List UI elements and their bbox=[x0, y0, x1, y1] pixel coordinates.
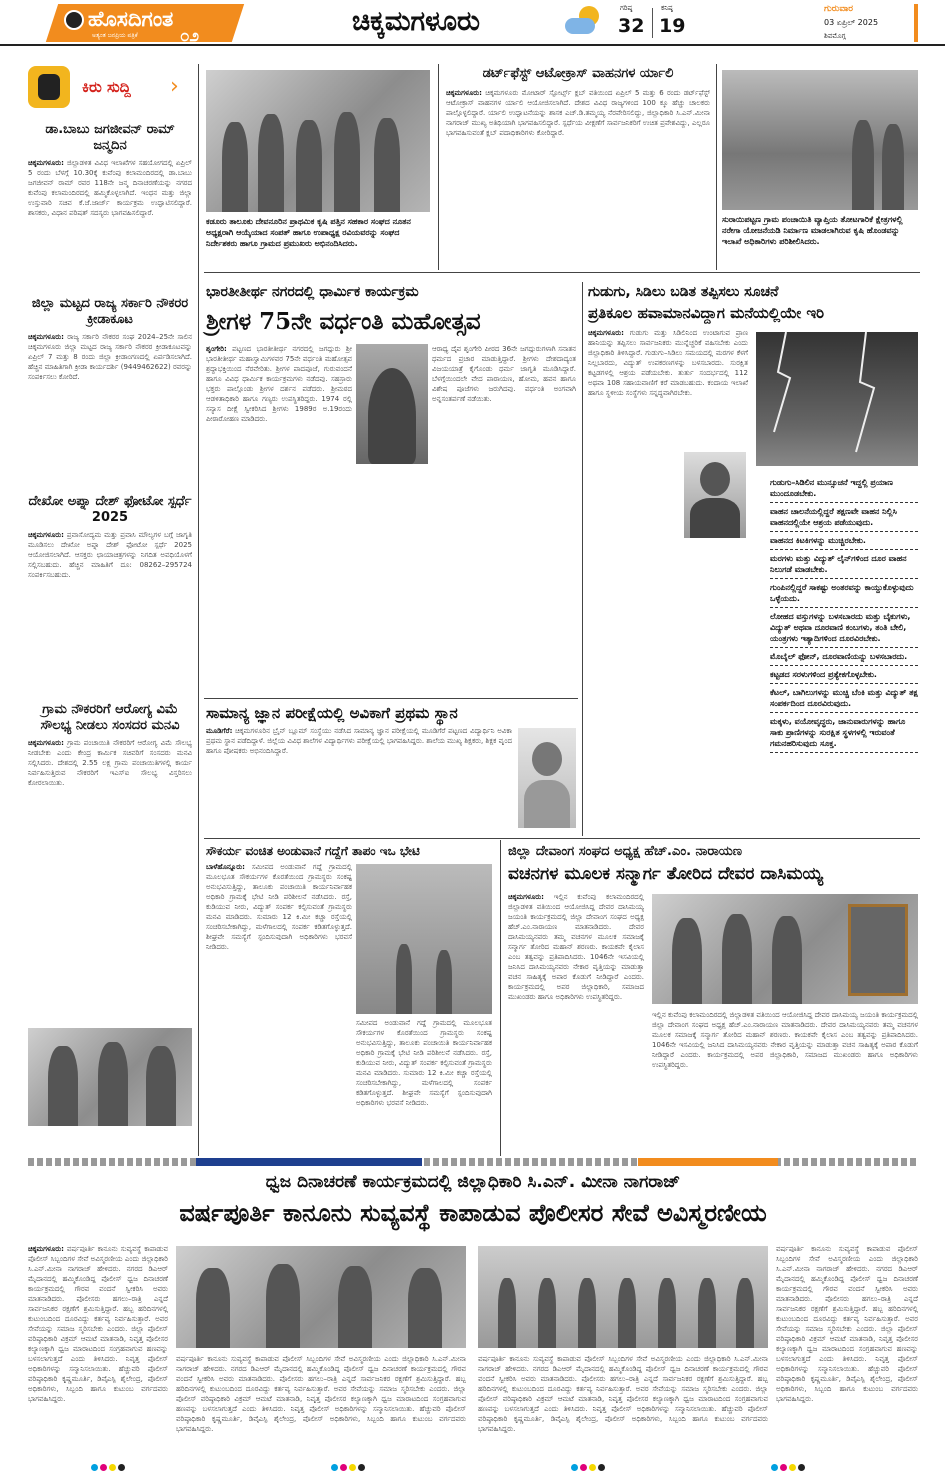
farm-pond-caption: ಸುರಾಯಿಪಟ್ಟಣ ಗ್ರಾಮ ಪಂಚಾಯಿತಿ ವ್ಯಾಪ್ತಿಯ ತೋಟಗಾರಿಕೆ ಕ್ಷೇತ್ರಗಳಲ್ಲಿ ನರೇಗಾ ಯೋಜನೆಯಡಿ ನಿರ್ಮಾಣ ಮಾಡಲಾಗಿರುವ ಕೃಷಿ ಹೊಂಡವನ್ನು ಇಲಾಖೆ ಅಧಿಕಾರಿಗಳು ಪರಿಶೀಲಿಸಿದರು. bbox=[722, 215, 903, 246]
police-title: ವರ್ಷಪೂರ್ತಿ ಕಾನೂನು ಸುವ್ಯವಸ್ಥೆ ಕಾಪಾಡುವ ಪೊಲೀಸರ ಸೇವೆ ಅವಿಸ್ಮರಣೀಯ bbox=[179, 1198, 767, 1227]
safety-item: ಮರಗಳು ಮತ್ತು ವಿದ್ಯುತ್ ಲೈನ್‌ಗಳಿಂದ ದೂರ ವಾಹನ ನಿಲುಗಡೆ ಮಾಡಬೇಕು. bbox=[770, 550, 918, 579]
quiz-rule bbox=[204, 698, 578, 699]
weather-body: ಗುಡುಗು ಮತ್ತು ಸಿಡಿಲಿನಿಂದ ಉಂಟಾಗುವ ಪ್ರಾಣ ಹಾನಿಯನ್ನು ತಪ್ಪಿಸಲು ಸಾರ್ವಜನಿಕರು ಮುನ್ನೆಚ್ಚರಿಕೆ ವಹಿಸಬೇಕು ಎಂದು ಜಿಲ್ಲಾಧಿಕಾರಿ ತಿಳಿಸಿದ್ದಾರೆ. ಗುಡುಗು–ಸಿಡಿಲು ಸಮಯದಲ್ಲಿ ಮರಗಳ ಕೆಳಗೆ ನಿಲ್ಲಬಾರದು, ವಿದ್ಯುತ್ ಉಪಕರಣಗಳನ್ನು ಬಳಸಬಾರದು. ಸುರಕ್ಷಿತ ಕಟ್ಟಡಗಳಲ್ಲಿ ಆಶ್ರಯ ಪಡೆಯಬೇಕು. ತುರ್ತು ಸಂದರ್ಭದಲ್ಲಿ 112 ಅಥವಾ 108 ಸಹಾಯವಾಣಿಗೆ ಕರೆ ಮಾಡಬಹುದು. ಕಂದಾಯ ಇಲಾಖೆ ಹಾಗೂ ಸ್ಥಳೀಯ ಸಂಸ್ಥೆಗಳು ಸನ್ನದ್ಧವಾಗಿರಬೇಕು. bbox=[588, 329, 748, 397]
brief-4 bbox=[28, 702, 192, 788]
quiz-body: ಚಿಕ್ಕಮಗಳೂರಿನ ಬ್ರೈನ್ ಬ್ಲೂಮ್ ಸಂಸ್ಥೆಯು ನಡೆಸಿದ ಸಾಮಾನ್ಯ ಜ್ಞಾನ ಪರೀಕ್ಷೆಯಲ್ಲಿ ಮೂಡಿಗೆರೆ ಪಟ್ಟಣದ ವಿದ್ಯಾರ್ಥಿನಿ ಅವಿಕಾ ಪ್ರಥಮ ಸ್ಥಾನ ಪಡೆದಿದ್ದಾಳೆ. ಜಿಲ್ಲೆಯ ವಿವಿಧ ಶಾಲೆಗಳ ವಿದ್ಯಾರ್ಥಿಗಳು ಪರೀಕ್ಷೆಯಲ್ಲಿ ಭಾಗವಹಿಸಿದ್ದರು. ಶಾಲೆಯ ಮುಖ್ಯ ಶಿಕ್ಷಕರು, ಶಿಕ್ಷಕ ವೃಂದ ಹಾಗೂ ಪೋಷಕರು ಅಭಿನಂದಿಸಿದ್ದಾರೆ. bbox=[206, 727, 512, 755]
safety-item: ವಾಹನದ ಕಿಟಕಿಗಳನ್ನು ಮುಚ್ಚಿರಬೇಕು. bbox=[770, 532, 918, 550]
police-story-1 bbox=[28, 1244, 168, 1450]
police-story-2 bbox=[176, 1354, 466, 1450]
brief-3-body: ಪ್ರವಾಸೋದ್ಯಮ ಮತ್ತು ಪ್ರವಾಸಿ ಮೌಲ್ಯಗಳ ಬಗ್ಗೆ ಜಾಗೃತಿ ಮೂಡಿಸಲು ದೇಖೋ ಅಪ್ನಾ ದೇಶ್ ಫೋಟೋ ಸ್ಪರ್ಧೆ 2025 ಆಯೋಜಿಸಲಾಗಿದೆ. ಆಸಕ್ತರು ಛಾಯಾಚಿತ್ರಗಳನ್ನು ನಿಗದಿತ ಅವಧಿಯೊಳಗೆ ಸಲ್ಲಿಸಬಹುದು. ಹೆಚ್ಚಿನ ಮಾಹಿತಿಗೆ ದೂ: 08262–295724 ಸಂಪರ್ಕಿಸಬಹುದು. bbox=[28, 531, 192, 579]
weather-place: ಚಿಕ್ಕಮಗಳೂರು: bbox=[588, 329, 624, 337]
brief-1-place: ಚಿಕ್ಕಮಗಳೂರು: bbox=[28, 159, 64, 167]
rally-title: ಡರ್ಟ್‌ಫೆಸ್ಟ್ ಆಟೋಕ್ರಾಸ್ ವಾಹನಗಳ ರ್ಯಾಲಿ bbox=[482, 66, 674, 81]
temp-divider bbox=[652, 8, 653, 38]
police-story-3 bbox=[478, 1354, 768, 1450]
sringeri-body: ಪಟ್ಟಣದ ಭಾರತೀತೀರ್ಥ ನಗರದಲ್ಲಿ ಜಗದ್ಗುರು ಶ್ರೀ ಭಾರತೀತೀರ್ಥ ಮಹಾಸ್ವಾಮಿಗಳವರ 75ನೇ ವರ್ಧಂತಿ ಮಹೋತ್ಸವ ಶ್ರದ್ಧಾಭಕ್ತಿಯಿಂದ ನೆರವೇರಿತು. ಶ್ರೀಗಳ ಪಾದಪೂಜೆ, ಗುರುವಂದನೆ ಹಾಗೂ ವಿವಿಧ ಧಾರ್ಮಿಕ ಕಾರ್ಯಕ್ರಮಗಳು ನಡೆದವು. ಸಹಸ್ರಾರು ಭಕ್ತರು ಪಾಲ್ಗೊಂಡು ಶ್ರೀಗಳ ದರ್ಶನ ಪಡೆದರು. ಶ್ರೀಮಠದ ಆಡಳಿತಾಧಿಕಾರಿ ಹಾಗೂ ಗಣ್ಯರು ಉಪಸ್ಥಿತರಿದ್ದರು. 1974 ರಲ್ಲಿ ಸನ್ಯಾಸ ದೀಕ್ಷೆ ಸ್ವೀಕರಿಸಿದ ಶ್ರೀಗಳು 1989ರ ಅ.19ರಂದು ಪೀಠಾರೋಹಣ ಮಾಡಿದರು. bbox=[206, 345, 352, 423]
dasimayya-body: ಇಲ್ಲಿನ ಕುವೆಂಪು ಕಲಾಮಂದಿರದಲ್ಲಿ ಜಿಲ್ಲಾಡಳಿತ ವತಿಯಿಂದ ಆಯೋಜಿಸಿದ್ದ ದೇವರ ದಾಸಿಮಯ್ಯ ಜಯಂತಿ ಕಾರ್ಯಕ್ರಮದಲ್ಲಿ ಜಿಲ್ಲಾ ದೇವಾಂಗ ಸಂಘದ ಅಧ್ಯಕ್ಷ ಹೆಚ್.ಎಂ.ನಾರಾಯಣ ಮಾತನಾಡಿದರು. ದೇವರ ದಾಸಿಮಯ್ಯನವರು ತಮ್ಮ ವಚನಗಳ ಮೂಲಕ ಸಮಾಜಕ್ಕೆ ಸನ್ಮಾರ್ಗ ತೋರಿದ ಮಹಾನ್ ಶರಣರು. ಕಾಯಕವೇ ಕೈಲಾಸ ಎಂಬ ತತ್ವವನ್ನು ಪ್ರತಿಪಾದಿಸಿದರು. 1046ನೇ ಇಸವಿಯಲ್ಲಿ ಜನಿಸಿದ ದಾಸಿಮಯ್ಯನವರು ನೇಕಾರ ವೃತ್ತಿಯನ್ನು ಮಾಡುತ್ತಾ ವಚನ ಸಾಹಿತ್ಯಕ್ಕೆ ಅಪಾರ ಕೊಡುಗೆ ನೀಡಿದ್ದಾರೆ ಎಂದರು. ಕಾರ್ಯಕ್ರಮದಲ್ಲಿ ಅಪರ ಜಿಲ್ಲಾಧಿಕಾರಿ, ಸಮಾಜದ ಮುಖಂಡರು ಹಾಗೂ ಅಧಿಕಾರಿಗಳು ಉಪಸ್ಥಿತರಿದ್ದರು. bbox=[508, 893, 644, 1001]
brief-3-place: ಚಿಕ್ಕಮಗಳೂರು: bbox=[28, 531, 64, 539]
sringeri-place: ಶೃಂಗೇರಿ: bbox=[206, 345, 227, 353]
lightning-photo bbox=[756, 332, 918, 466]
dasimayya-photo bbox=[652, 894, 918, 1004]
student-photo bbox=[518, 728, 576, 828]
cooperative-photo bbox=[206, 70, 430, 212]
brief-2 bbox=[28, 296, 192, 382]
safety-item: ಮೊಬೈಲ್ ಫೋನ್, ದೂರವಾಣಿಯನ್ನು ಬಳಸಬಾರದು. bbox=[770, 648, 918, 666]
max-temp: 32 bbox=[618, 15, 645, 37]
masthead bbox=[0, 0, 945, 46]
safety-list bbox=[770, 474, 918, 832]
day-name: ಗುರುವಾರ bbox=[824, 4, 854, 14]
left-divider bbox=[198, 64, 199, 1156]
safety-item: ಗುಂಪಿನಲ್ಲಿದ್ದರೆ ಸಾಕಷ್ಟು ಅಂತರವನ್ನು ಕಾಯ್ದುಕೊಳ್ಳುವುದು ಒಳ್ಳೆಯದು. bbox=[770, 579, 918, 608]
min-temp-label: ಕನಿಷ್ಠ bbox=[661, 4, 673, 12]
brief-2-title: ಜಿಲ್ಲಾ ಮಟ್ಟದ ರಾಜ್ಯ ಸರ್ಕಾರಿ ನೌಕರರ ಕ್ರೀಡಾಕೂಟ bbox=[31, 296, 189, 327]
max-temp-label: ಗರಿಷ್ಠ bbox=[620, 4, 633, 12]
dasimayya-place: ಚಿಕ್ಕಮಗಳೂರು: bbox=[508, 893, 544, 901]
officer-photo bbox=[684, 452, 746, 538]
min-temp: 19 bbox=[659, 15, 686, 37]
weather-icon bbox=[565, 6, 601, 36]
police-body-cont-3: ವರ್ಷಪೂರ್ತಿ ಕಾನೂನು ಸುವ್ಯವಸ್ಥೆ ಕಾಪಾಡುವ ಪೊಲೀಸ್ ಸಿಬ್ಬಂದಿಗಳ ಸೇವೆ ಅವಿಸ್ಮರಣೀಯ ಎಂದು ಜಿಲ್ಲಾಧಿಕಾರಿ ಸಿ.ಎನ್.ಮೀನಾ ನಾಗರಾಜ್ ಹೇಳಿದರು. ನಗರದ ಡಿಎಆರ್ ಮೈದಾನದಲ್ಲಿ ಹಮ್ಮಿಕೊಂಡಿದ್ದ ಪೊಲೀಸ್ ಧ್ವಜ ದಿನಾಚರಣೆ ಕಾರ್ಯಕ್ರಮದಲ್ಲಿ ಗೌರವ ವಂದನೆ ಸ್ವೀಕರಿಸಿ ಅವರು ಮಾತನಾಡಿದರು. ಪೊಲೀಸರು ಹಗಲು–ರಾತ್ರಿ ಎನ್ನದೆ ಸಾರ್ವಜನಿಕರ ರಕ್ಷಣೆಗೆ ಶ್ರಮಿಸುತ್ತಿದ್ದಾರೆ. ಹಬ್ಬ ಹರಿದಿನಗಳಲ್ಲಿ ಕುಟುಂಬದಿಂದ ದೂರವಿದ್ದು ಕರ್ತವ್ಯ ನಿರ್ವಹಿಸುತ್ತಾರೆ. ಅವರ ಸೇವೆಯನ್ನು ಸಮಾಜ ಸ್ಮರಿಸಬೇಕು ಎಂದರು. ಜಿಲ್ಲಾ ಪೊಲೀಸ್ ವರಿಷ್ಠಾಧಿಕಾರಿ ವಿಕ್ರಮ್ ಆಮಟೆ ಮಾತನಾಡಿ, ನಿವೃತ್ತ ಪೊಲೀಸರ ಕಲ್ಯಾಣಕ್ಕಾಗಿ ಧ್ವಜ ಮಾರಾಟದಿಂದ ಸಂಗ್ರಹವಾಗುವ ಹಣವನ್ನು ಬಳಸಲಾಗುತ್ತದೆ ಎಂದು ತಿಳಿಸಿದರು. ನಿವೃತ್ತ ಪೊಲೀಸ್ ಅಧಿಕಾರಿಗಳನ್ನು ಸನ್ಮಾನಿಸಲಾಯಿತು. ಹೆಚ್ಚುವರಿ ಪೊಲೀಸ್ ವರಿಷ್ಠಾಧಿಕಾರಿ ಕೃಷ್ಣಮೂರ್ತಿ, ಡಿವೈಎಸ್ಪಿ ಶೈಲೇಂದ್ರ, ಪೊಲೀಸ್ ಅಧಿಕಾರಿಗಳು, ಸಿಬ್ಬಂದಿ ಹಾಗೂ ಕುಟುಂಬ ವರ್ಗದವರು ಭಾಗವಹಿಸಿದ್ದರು. bbox=[776, 1245, 918, 1403]
police-photo-1 bbox=[176, 1246, 466, 1348]
quiz-story bbox=[206, 726, 512, 830]
farm-pond-photo bbox=[722, 70, 918, 210]
police-story-4 bbox=[776, 1244, 918, 1450]
brief-3 bbox=[28, 494, 192, 580]
dasimayya-body-cont: ಇಲ್ಲಿನ ಕುವೆಂಪು ಕಲಾಮಂದಿರದಲ್ಲಿ ಜಿಲ್ಲಾಡಳಿತ ವತಿಯಿಂದ ಆಯೋಜಿಸಿದ್ದ ದೇವರ ದಾಸಿಮಯ್ಯ ಜಯಂತಿ ಕಾರ್ಯಕ್ರಮದಲ್ಲಿ ಜಿಲ್ಲಾ ದೇವಾಂಗ ಸಂಘದ ಅಧ್ಯಕ್ಷ ಹೆಚ್.ಎಂ.ನಾರಾಯಣ ಮಾತನಾಡಿದರು. ದೇವರ ದಾಸಿಮಯ್ಯನವರು ತಮ್ಮ ವಚನಗಳ ಮೂಲಕ ಸಮಾಜಕ್ಕೆ ಸನ್ಮಾರ್ಗ ತೋರಿದ ಮಹಾನ್ ಶರಣರು. ಕಾಯಕವೇ ಕೈಲಾಸ ಎಂಬ ತತ್ವವನ್ನು ಪ್ರತಿಪಾದಿಸಿದರು. 1046ನೇ ಇಸವಿಯಲ್ಲಿ ಜನಿಸಿದ ದಾಸಿಮಯ್ಯನವರು ನೇಕಾರ ವೃತ್ತಿಯನ್ನು ಮಾಡುತ್ತಾ ವಚನ ಸಾಹಿತ್ಯಕ್ಕೆ ಅಪಾರ ಕೊಡುಗೆ ನೀಡಿದ್ದಾರೆ ಎಂದರು. ಕಾರ್ಯಕ್ರಮದಲ್ಲಿ ಅಪರ ಜಿಲ್ಲಾಧಿಕಾರಿ, ಸಮಾಜದ ಮುಖಂಡರು ಹಾಗೂ ಅಧಿಕಾರಿಗಳು ಉಪಸ್ಥಿತರಿದ್ದರು. bbox=[652, 1011, 918, 1069]
police-place: ಚಿಕ್ಕಮಗಳೂರು: bbox=[28, 1245, 64, 1253]
lower-mid-rule bbox=[204, 838, 920, 839]
lower-divider bbox=[500, 840, 501, 1156]
weather-title-2: ಪ್ರತಿಕೂಲ ಹವಾಮಾನವಿದ್ದಾಗ ಮನೆಯಲ್ಲಿಯೇ ಇರಿ bbox=[588, 304, 825, 322]
sringeri-body-2: ಆರಾಧ್ಯ ದೈವ ಶೃಂಗೇರಿ ಪೀಠದ 36ನೇ ಜಗದ್ಗುರುಗಳಾಗಿ ಸನಾತನ ಧರ್ಮದ ಪ್ರಚಾರ ಮಾಡುತ್ತಿದ್ದಾರೆ. ಶ್ರೀಗಳು ದೇಶದಾದ್ಯಂತ ವಿಜಯಯಾತ್ರೆ ಕೈಗೊಂಡು ಧರ್ಮ ಜಾಗೃತಿ ಮೂಡಿಸಿದ್ದಾರೆ. ಬೆಳಗ್ಗೆಯಿಂದಲೇ ವೇದ ಪಾರಾಯಣ, ಹೋಮ, ಹವನ ಹಾಗೂ ವಿಶೇಷ ಪೂಜೆಗಳು ಜರುಗಿದವು. ವರ್ಧಂತಿ ಅಂಗವಾಗಿ ಅನ್ನಸಂತರ್ಪಣೆ ನಡೆಯಿತು. bbox=[432, 345, 576, 403]
rally-place: ಚಿಕ್ಕಮಗಳೂರು: bbox=[446, 89, 482, 97]
dasimayya-story-2 bbox=[652, 1010, 918, 1150]
city: ಶಿವಮೊಗ್ಗ bbox=[824, 32, 846, 40]
police-kicker: ಧ್ವಜ ದಿನಾಚರಣೆ ಕಾರ್ಯಕ್ರಮದಲ್ಲಿ ಜಿಲ್ಲಾಧಿಕಾರಿ ಸಿ.ಎನ್. ಮೀನಾ ನಾಗರಾಜ್ bbox=[265, 1172, 681, 1192]
brief-4-body: ಗ್ರಾಮ ಪಂಚಾಯಿತಿ ನೌಕರರಿಗೆ ಆರೋಗ್ಯ ವಿಮೆ ಸೌಲಭ್ಯ ನೀಡಬೇಕು ಎಂದು ಕೇಂದ್ರ ಕಾರ್ಮಿಕ ಸಚಿವರಿಗೆ ಸಂಸದರು ಮನವಿ ಸಲ್ಲಿಸಿದರು. ದೇಶದಲ್ಲಿ 2.55 ಲಕ್ಷ ಗ್ರಾಮ ಪಂಚಾಯಿತಿಗಳಲ್ಲಿ ಕಾರ್ಯ ನಿರ್ವಹಿಸುತ್ತಿರುವ ನೌಕರರಿಗೆ ಇಎಸ್ಐ ಸೌಲಭ್ಯ ವಿಸ್ತರಿಸಲು ಕೋರಲಾಯಿತು. bbox=[28, 739, 192, 787]
mid-divider bbox=[582, 282, 583, 836]
top-divider-2 bbox=[716, 64, 717, 270]
rally-body: ಚಿಕ್ಕಮಗಳೂರು ಮೋಟಾರ್ ಸ್ಪೋರ್ಟ್ಸ್ ಕ್ಲಬ್ ವತಿಯಿಂದ ಏಪ್ರಿಲ್ 5 ಮತ್ತು 6 ರಂದು ಡರ್ಟ್‌ಫೆಸ್ಟ್ ಆಟೋಕ್ರಾಸ್ ವಾಹನಗಳ ರ್ಯಾಲಿ ಆಯೋಜಿಸಲಾಗಿದೆ. ದೇಶದ ವಿವಿಧ ರಾಜ್ಯಗಳಿಂದ 100 ಕ್ಕೂ ಹೆಚ್ಚು ಚಾಲಕರು ಪಾಲ್ಗೊಳ್ಳಲಿದ್ದಾರೆ. ರ್ಯಾಲಿ ಉದ್ಘಾಟನೆಯನ್ನು ಶಾಸಕ ಎಚ್.ಡಿ.ತಮ್ಮಯ್ಯ ನೆರವೇರಿಸಲಿದ್ದು, ಜಿಲ್ಲಾಧಿಕಾರಿ ಸಿ.ಎನ್.ಮೀನಾ ನಾಗರಾಜ್ ಮುಖ್ಯ ಅತಿಥಿಯಾಗಿ ಭಾಗವಹಿಸಲಿದ್ದಾರೆ. ಸ್ಪರ್ಧೆಯ ವೀಕ್ಷಣೆಗೆ ಸಾರ್ವಜನಿಕರಿಗೆ ಉಚಿತ ಪ್ರವೇಶವಿದ್ದು, ಎಲ್ಲರೂ ಭಾಗವಹಿಸುವಂತೆ ಕ್ಲಬ್ ಪದಾಧಿಕಾರಿಗಳು ಕೋರಿದ್ದಾರೆ. bbox=[446, 89, 710, 137]
dasimayya-title: ವಚನಗಳ ಮೂಲಕ ಸನ್ಮಾರ್ಗ ತೋರಿದ ದೇವರ ದಾಸಿಮಯ್ಯ bbox=[508, 864, 824, 884]
logo-tagline: ಅತ್ಯಂತ ಜನಪ್ರಿಯ ಪತ್ರಿಕೆ bbox=[92, 32, 138, 39]
weather-title-1: ಗುಡುಗು, ಸಿಡಿಲು ಬಡಿತ ತಪ್ಪಿಸಲು ಸೂಚನೆ bbox=[588, 284, 779, 300]
masthead-accent bbox=[914, 4, 918, 42]
rally-story bbox=[446, 88, 710, 266]
brief-2-body: ರಾಜ್ಯ ಸರ್ಕಾರಿ ನೌಕರರ ಸಂಘ 2024–25ನೇ ಸಾಲಿನ ಚಿಕ್ಕಮಗಳೂರು ಜಿಲ್ಲಾ ಮಟ್ಟದ ರಾಜ್ಯ ಸರ್ಕಾರಿ ನೌಕರರ ಕ್ರೀಡಾಕೂಟವನ್ನು ಏಪ್ರಿಲ್ 7 ಮತ್ತು 8 ರಂದು ಜಿಲ್ಲಾ ಕ್ರೀಡಾಂಗಣದಲ್ಲಿ ಏರ್ಪಡಿಸಲಾಗಿದೆ. ಹೆಚ್ಚಿನ ಮಾಹಿತಿಗಾಗಿ ಕ್ರೀಡಾ ಕಾರ್ಯದರ್ಶಿ (9449462622) ರವರನ್ನು ಸಂಪರ್ಕಿಸಲು ಕೋರಿದೆ. bbox=[28, 333, 192, 381]
dasimayya-kicker: ಜಿಲ್ಲಾ ದೇವಾಂಗ ಸಂಘದ ಅಧ್ಯಕ್ಷ ಹೆಚ್.ಎಂ. ನಾರಾಯಣ bbox=[508, 844, 742, 859]
brief-2-place: ಚಿಕ್ಕಮಗಳೂರು: bbox=[28, 333, 64, 341]
brief-1 bbox=[28, 122, 192, 218]
quiz-place: ಮೂಡಿಗೆರೆ: bbox=[206, 727, 233, 735]
top-row-rule bbox=[204, 272, 920, 273]
color-bar bbox=[28, 1158, 918, 1166]
village-title: ಸೌಕರ್ಯ ವಂಚಿತ ಅಂಡುವಾನೆ ಗದ್ದೆಗೆ ತಾಪಂ ಇಒ ಭೇಟಿ bbox=[206, 844, 420, 858]
brief-4-title: ಗ್ರಾಮ ನೌಕರರಿಗೆ ಆರೋಗ್ಯ ವಿಮೆ ಸೌಲಭ್ಯ ನೀಡಲು ಸಂಸದರ ಮನವಿ bbox=[40, 702, 180, 733]
weather-story bbox=[588, 328, 748, 828]
page-number: ೦೨ bbox=[180, 26, 200, 46]
village-story-2 bbox=[356, 1018, 492, 1150]
kirusuddi-title: ಕಿರು ಸುದ್ದಿ bbox=[82, 78, 131, 96]
sringeri-kicker: ಭಾರತೀತೀರ್ಥ ನಗರದಲ್ಲಿ ಧಾರ್ಮಿಕ ಕಾರ್ಯಕ್ರಮ bbox=[206, 284, 419, 300]
quiz-title: ಸಾಮಾನ್ಯ ಜ್ಞಾನ ಪರೀಕ್ಷೆಯಲ್ಲಿ ಅವಿಕಾಗೆ ಪ್ರಥಮ ಸ್ಥಾನ bbox=[206, 704, 458, 722]
village-story-1 bbox=[206, 862, 352, 1150]
swamiji-photo bbox=[356, 344, 428, 464]
safety-item: ಕಟ್ಟಡದ ಸರಳುಗಳಿಂದ ಪ್ರತ್ಯೇಕಗೊಳ್ಳಬೇಕು. bbox=[770, 666, 918, 684]
hand-icon bbox=[38, 74, 60, 100]
mp-photo bbox=[28, 1028, 192, 1126]
safety-item: ವಾಹನ ಚಾಲನೆಯಲ್ಲಿದ್ದರೆ ತಕ್ಷಣವೇ ವಾಹನ ನಿಲ್ಲಿಸಿ ವಾಹನದಲ್ಲಿಯೇ ಆಶ್ರಯ ಪಡೆಯುವುದು. bbox=[770, 503, 918, 532]
police-body-cont: ವರ್ಷಪೂರ್ತಿ ಕಾನೂನು ಸುವ್ಯವಸ್ಥೆ ಕಾಪಾಡುವ ಪೊಲೀಸ್ ಸಿಬ್ಬಂದಿಗಳ ಸೇವೆ ಅವಿಸ್ಮರಣೀಯ ಎಂದು ಜಿಲ್ಲಾಧಿಕಾರಿ ಸಿ.ಎನ್.ಮೀನಾ ನಾಗರಾಜ್ ಹೇಳಿದರು. ನಗರದ ಡಿಎಆರ್ ಮೈದಾನದಲ್ಲಿ ಹಮ್ಮಿಕೊಂಡಿದ್ದ ಪೊಲೀಸ್ ಧ್ವಜ ದಿನಾಚರಣೆ ಕಾರ್ಯಕ್ರಮದಲ್ಲಿ ಗೌರವ ವಂದನೆ ಸ್ವೀಕರಿಸಿ ಅವರು ಮಾತನಾಡಿದರು. ಪೊಲೀಸರು ಹಗಲು–ರಾತ್ರಿ ಎನ್ನದೆ ಸಾರ್ವಜನಿಕರ ರಕ್ಷಣೆಗೆ ಶ್ರಮಿಸುತ್ತಿದ್ದಾರೆ. ಹಬ್ಬ ಹರಿದಿನಗಳಲ್ಲಿ ಕುಟುಂಬದಿಂದ ದೂರವಿದ್ದು ಕರ್ತವ್ಯ ನಿರ್ವಹಿಸುತ್ತಾರೆ. ಅವರ ಸೇವೆಯನ್ನು ಸಮಾಜ ಸ್ಮರಿಸಬೇಕು ಎಂದರು. ಜಿಲ್ಲಾ ಪೊಲೀಸ್ ವರಿಷ್ಠಾಧಿಕಾರಿ ವಿಕ್ರಮ್ ಆಮಟೆ ಮಾತನಾಡಿ, ನಿವೃತ್ತ ಪೊಲೀಸರ ಕಲ್ಯಾಣಕ್ಕಾಗಿ ಧ್ವಜ ಮಾರಾಟದಿಂದ ಸಂಗ್ರಹವಾಗುವ ಹಣವನ್ನು ಬಳಸಲಾಗುತ್ತದೆ ಎಂದು ತಿಳಿಸಿದರು. ನಿವೃತ್ತ ಪೊಲೀಸ್ ಅಧಿಕಾರಿಗಳನ್ನು ಸನ್ಮಾನಿಸಲಾಯಿತು. ಹೆಚ್ಚುವರಿ ಪೊಲೀಸ್ ವರಿಷ್ಠಾಧಿಕಾರಿ ಕೃಷ್ಣಮೂರ್ತಿ, ಡಿವೈಎಸ್ಪಿ ಶೈಲೇಂದ್ರ, ಪೊಲೀಸ್ ಅಧಿಕಾರಿಗಳು, ಸಿಬ್ಬಂದಿ ಹಾಗೂ ಕುಟುಂಬ ವರ್ಗದವರು ಭಾಗವಹಿಸಿದ್ದರು. bbox=[176, 1355, 466, 1433]
sringeri-title: ಶ್ರೀಗಳ 75ನೇ ವರ್ಧಂತಿ ಮಹೋತ್ಸವ bbox=[206, 308, 481, 335]
village-body: ಸಮೀಪದ ಅಂಡುವಾನೆ ಗದ್ದೆ ಗ್ರಾಮದಲ್ಲಿ ಮೂಲಭೂತ ಸೌಕರ್ಯಗಳ ಕೊರತೆಯಿಂದ ಗ್ರಾಮಸ್ಥರು ಸಂಕಷ್ಟ ಅನುಭವಿಸುತ್ತಿದ್ದು, ತಾಲೂಕು ಪಂಚಾಯಿತಿ ಕಾರ್ಯನಿರ್ವಾಹಕ ಅಧಿಕಾರಿ ಗ್ರಾಮಕ್ಕೆ ಭೇಟಿ ನೀಡಿ ಪರಿಶೀಲನೆ ನಡೆಸಿದರು. ರಸ್ತೆ, ಕುಡಿಯುವ ನೀರು, ವಿದ್ಯುತ್ ಸಂಪರ್ಕ ಕಲ್ಪಿಸುವಂತೆ ಗ್ರಾಮಸ್ಥರು ಮನವಿ ಮಾಡಿದರು. ಸುಮಾರು 12 ಕಿ.ಮೀ ಕಚ್ಚಾ ರಸ್ತೆಯಲ್ಲಿ ಸಂಚರಿಸಬೇಕಾಗಿದ್ದು, ಮಳೆಗಾಲದಲ್ಲಿ ಸಂಪರ್ಕ ಕಡಿತಗೊಳ್ಳುತ್ತದೆ. ಶೀಘ್ರವೇ ಸಮಸ್ಯೆಗೆ ಸ್ಪಂದಿಸುವುದಾಗಿ ಅಧಿಕಾರಿಗಳು ಭರವಸೆ ನೀಡಿದರು. bbox=[206, 863, 352, 951]
brief-1-title: ಡಾ.ಬಾಬು ಜಗಜೀವನ್ ರಾಮ್ ಜನ್ಮದಿನ bbox=[45, 122, 175, 153]
police-parade-photo bbox=[478, 1246, 768, 1348]
sringeri-story-2 bbox=[432, 344, 576, 692]
cooperative-caption: ಕಡೂರು ತಾಲೂಕು ದೇವನೂರಿನ ಪ್ರಾಥಮಿಕ ಕೃಷಿ ಪತ್ತಿನ ಸಹಕಾರ ಸಂಘದ ನೂತನ ಅಧ್ಯಕ್ಷರಾಗಿ ಆಯ್ಕೆಯಾದ ಸಂಪತ್ ಹಾಗೂ ಉಪಾಧ್ಯಕ್ಷ ರವಿಯವರನ್ನು ಸಂಘದ ನಿರ್ದೇಶಕರು ಹಾಗೂ ಗ್ರಾಮದ ಪ್ರಮುಖರು ಅಭಿನಂದಿಸಿದರು. bbox=[206, 217, 411, 248]
village-body-cont: ಸಮೀಪದ ಅಂಡುವಾನೆ ಗದ್ದೆ ಗ್ರಾಮದಲ್ಲಿ ಮೂಲಭೂತ ಸೌಕರ್ಯಗಳ ಕೊರತೆಯಿಂದ ಗ್ರಾಮಸ್ಥರು ಸಂಕಷ್ಟ ಅನುಭವಿಸುತ್ತಿದ್ದು, ತಾಲೂಕು ಪಂಚಾಯಿತಿ ಕಾರ್ಯನಿರ್ವಾಹಕ ಅಧಿಕಾರಿ ಗ್ರಾಮಕ್ಕೆ ಭೇಟಿ ನೀಡಿ ಪರಿಶೀಲನೆ ನಡೆಸಿದರು. ರಸ್ತೆ, ಕುಡಿಯುವ ನೀರು, ವಿದ್ಯುತ್ ಸಂಪರ್ಕ ಕಲ್ಪಿಸುವಂತೆ ಗ್ರಾಮಸ್ಥರು ಮನವಿ ಮಾಡಿದರು. ಸುಮಾರು 12 ಕಿ.ಮೀ ಕಚ್ಚಾ ರಸ್ತೆಯಲ್ಲಿ ಸಂಚರಿಸಬೇಕಾಗಿದ್ದು, ಮಳೆಗಾಲದಲ್ಲಿ ಸಂಪರ್ಕ ಕಡಿತಗೊಳ್ಳುತ್ತದೆ. ಶೀಘ್ರವೇ ಸಮಸ್ಯೆಗೆ ಸ್ಪಂದಿಸುವುದಾಗಿ ಅಧಿಕಾರಿಗಳು ಭರವಸೆ ನೀಡಿದರು. bbox=[356, 1019, 492, 1107]
left-column bbox=[28, 66, 192, 1156]
registration-marks bbox=[90, 1456, 890, 1466]
village-photo bbox=[356, 864, 492, 1014]
logo-text: ಹೊಸದಿಗಂತ bbox=[88, 6, 174, 31]
safety-item: ಮಕ್ಕಳು, ವಯೋವೃದ್ಧರು, ಜಾನುವಾರುಗಳನ್ನು ಹಾಗೂ ಸಾಕು ಪ್ರಾಣಿಗಳನ್ನು ಸುರಕ್ಷಿತ ಸ್ಥಳಗಳಲ್ಲಿ ಇರುವಂತೆ ಗಮನಹರಿಸುವುದು ಸೂಕ್ತ. bbox=[770, 713, 918, 753]
safety-item: ಕೆಟಲ್, ಬಾಗಿಲುಗಳನ್ನು ಮುಚ್ಚಿ ಬೆಂಕಿ ಮತ್ತು ವಿದ್ಯುತ್ ತಕ್ಷ ಸಂಪರ್ಕದಿಂದ ದೂರವಿರುವುದು. bbox=[770, 684, 918, 713]
top-divider-1 bbox=[438, 64, 439, 270]
safety-item: ಗುಡುಗು–ಸಿಡಿಲಿನ ಮುನ್ಸೂಚನೆ ಇದ್ದಲ್ಲಿ ಪ್ರಯಾಣ ಮುಂದೂಡಬೇಕು. bbox=[770, 474, 918, 503]
brief-3-title: ದೇಖೋ ಅಪ್ನಾ ದೇಶ್ ಫೋಟೋ ಸ್ಪರ್ಧೆ 2025 bbox=[28, 494, 192, 525]
police-body: ವರ್ಷಪೂರ್ತಿ ಕಾನೂನು ಸುವ್ಯವಸ್ಥೆ ಕಾಪಾಡುವ ಪೊಲೀಸ್ ಸಿಬ್ಬಂದಿಗಳ ಸೇವೆ ಅವಿಸ್ಮರಣೀಯ ಎಂದು ಜಿಲ್ಲಾಧಿಕಾರಿ ಸಿ.ಎನ್.ಮೀನಾ ನಾಗರಾಜ್ ಹೇಳಿದರು. ನಗರದ ಡಿಎಆರ್ ಮೈದಾನದಲ್ಲಿ ಹಮ್ಮಿಕೊಂಡಿದ್ದ ಪೊಲೀಸ್ ಧ್ವಜ ದಿನಾಚರಣೆ ಕಾರ್ಯಕ್ರಮದಲ್ಲಿ ಗೌರವ ವಂದನೆ ಸ್ವೀಕರಿಸಿ ಅವರು ಮಾತನಾಡಿದರು. ಪೊಲೀಸರು ಹಗಲು–ರಾತ್ರಿ ಎನ್ನದೆ ಸಾರ್ವಜನಿಕರ ರಕ್ಷಣೆಗೆ ಶ್ರಮಿಸುತ್ತಿದ್ದಾರೆ. ಹಬ್ಬ ಹರಿದಿನಗಳಲ್ಲಿ ಕುಟುಂಬದಿಂದ ದೂರವಿದ್ದು ಕರ್ತವ್ಯ ನಿರ್ವಹಿಸುತ್ತಾರೆ. ಅವರ ಸೇವೆಯನ್ನು ಸಮಾಜ ಸ್ಮರಿಸಬೇಕು ಎಂದರು. ಜಿಲ್ಲಾ ಪೊಲೀಸ್ ವರಿಷ್ಠಾಧಿಕಾರಿ ವಿಕ್ರಮ್ ಆಮಟೆ ಮಾತನಾಡಿ, ನಿವೃತ್ತ ಪೊಲೀಸರ ಕಲ್ಯಾಣಕ್ಕಾಗಿ ಧ್ವಜ ಮಾರಾಟದಿಂದ ಸಂಗ್ರಹವಾಗುವ ಹಣವನ್ನು ಬಳಸಲಾಗುತ್ತದೆ ಎಂದು ತಿಳಿಸಿದರು. ನಿವೃತ್ತ ಪೊಲೀಸ್ ಅಧಿಕಾರಿಗಳನ್ನು ಸನ್ಮಾನಿಸಲಾಯಿತು. ಹೆಚ್ಚುವರಿ ಪೊಲೀಸ್ ವರಿಷ್ಠಾಧಿಕಾರಿ ಕೃಷ್ಣಮೂರ್ತಿ, ಡಿವೈಎಸ್ಪಿ ಶೈಲೇಂದ್ರ, ಪೊಲೀಸ್ ಅಧಿಕಾರಿಗಳು, ಸಿಬ್ಬಂದಿ ಹಾಗೂ ಕುಟುಂಬ ವರ್ಗದವರು ಭಾಗವಹಿಸಿದ್ದರು. bbox=[28, 1245, 168, 1403]
village-place: ಬಾಳೆಹೊನ್ನೂರು: bbox=[206, 863, 245, 871]
brief-4-place: ಚಿಕ್ಕಮಗಳೂರು: bbox=[28, 739, 64, 747]
lightning-icon bbox=[756, 332, 918, 466]
police-body-cont-2: ವರ್ಷಪೂರ್ತಿ ಕಾನೂನು ಸುವ್ಯವಸ್ಥೆ ಕಾಪಾಡುವ ಪೊಲೀಸ್ ಸಿಬ್ಬಂದಿಗಳ ಸೇವೆ ಅವಿಸ್ಮರಣೀಯ ಎಂದು ಜಿಲ್ಲಾಧಿಕಾರಿ ಸಿ.ಎನ್.ಮೀನಾ ನಾಗರಾಜ್ ಹೇಳಿದರು. ನಗರದ ಡಿಎಆರ್ ಮೈದಾನದಲ್ಲಿ ಹಮ್ಮಿಕೊಂಡಿದ್ದ ಪೊಲೀಸ್ ಧ್ವಜ ದಿನಾಚರಣೆ ಕಾರ್ಯಕ್ರಮದಲ್ಲಿ ಗೌರವ ವಂದನೆ ಸ್ವೀಕರಿಸಿ ಅವರು ಮಾತನಾಡಿದರು. ಪೊಲೀಸರು ಹಗಲು–ರಾತ್ರಿ ಎನ್ನದೆ ಸಾರ್ವಜನಿಕರ ರಕ್ಷಣೆಗೆ ಶ್ರಮಿಸುತ್ತಿದ್ದಾರೆ. ಹಬ್ಬ ಹರಿದಿನಗಳಲ್ಲಿ ಕುಟುಂಬದಿಂದ ದೂರವಿದ್ದು ಕರ್ತವ್ಯ ನಿರ್ವಹಿಸುತ್ತಾರೆ. ಅವರ ಸೇವೆಯನ್ನು ಸಮಾಜ ಸ್ಮರಿಸಬೇಕು ಎಂದರು. ಜಿಲ್ಲಾ ಪೊಲೀಸ್ ವರಿಷ್ಠಾಧಿಕಾರಿ ವಿಕ್ರಮ್ ಆಮಟೆ ಮಾತನಾಡಿ, ನಿವೃತ್ತ ಪೊಲೀಸರ ಕಲ್ಯಾಣಕ್ಕಾಗಿ ಧ್ವಜ ಮಾರಾಟದಿಂದ ಸಂಗ್ರಹವಾಗುವ ಹಣವನ್ನು ಬಳಸಲಾಗುತ್ತದೆ ಎಂದು ತಿಳಿಸಿದರು. ನಿವೃತ್ತ ಪೊಲೀಸ್ ಅಧಿಕಾರಿಗಳನ್ನು ಸನ್ಮಾನಿಸಲಾಯಿತು. ಹೆಚ್ಚುವರಿ ಪೊಲೀಸ್ ವರಿಷ್ಠಾಧಿಕಾರಿ ಕೃಷ್ಣಮೂರ್ತಿ, ಡಿವೈಎಸ್ಪಿ ಶೈಲೇಂದ್ರ, ಪೊಲೀಸ್ ಅಧಿಕಾರಿಗಳು, ಸಿಬ್ಬಂದಿ ಹಾಗೂ ಕುಟುಂಬ ವರ್ಗದವರು ಭಾಗವಹಿಸಿದ್ದರು. bbox=[478, 1355, 768, 1433]
edition-name: ಚಿಕ್ಕಮಗಳೂರು bbox=[352, 6, 480, 37]
date: 03 ಏಪ್ರಿಲ್ 2025 bbox=[824, 18, 879, 27]
sringeri-story bbox=[206, 344, 352, 692]
dasimayya-story bbox=[508, 892, 644, 1150]
logo-icon bbox=[64, 10, 84, 30]
chevron-icon: › bbox=[170, 74, 179, 99]
safety-item: ಲೋಹದ ವಸ್ತುಗಳನ್ನು ಬಳಸಬಾರದು ಮತ್ತು ಬೈಕುಗಳು, ವಿದ್ಯುತ್ ಅಥವಾ ದೂರವಾಣಿ ಕಂಬಗಳು, ತಂತಿ ಬೇಲಿ, ಯಂತ್ರಗಳು ಇತ್ಯಾದಿಗಳಿಂದ ದೂರವಿರಬೇಕು. bbox=[770, 608, 918, 648]
brief-1-body: ಜಿಲ್ಲಾಡಳಿತ ವಿವಿಧ ಇಲಾಖೆಗಳ ಸಹಯೋಗದಲ್ಲಿ ಏಪ್ರಿಲ್ 5 ರಂದು ಬೆಳಗ್ಗೆ 10.30ಕ್ಕೆ ಕುವೆಂಪು ಕಲಾಮಂದಿರದಲ್ಲಿ ಡಾ.ಬಾಬು ಜಗಜೀವನ್ ರಾಮ್ ರವರ 118ನೇ ಜನ್ಮ ದಿನಾಚರಣೆಯನ್ನು ನಗರದ ಕುವೆಂಪು ಕಲಾಮಂದಿರದಲ್ಲಿ ಹಮ್ಮಿಕೊಳ್ಳಲಾಗಿದೆ. ಇಂಧನ ಮತ್ತು ಜಿಲ್ಲಾ ಉಸ್ತುವಾರಿ ಸಚಿವ ಕೆ.ಜೆ.ಜಾರ್ಜ್ ಕಾರ್ಯಕ್ರಮ ಉದ್ಘಾಟಿಸಲಿದ್ದಾರೆ. ಶಾಸಕರು, ವಿಧಾನ ಪರಿಷತ್ ಸದಸ್ಯರು ಭಾಗವಹಿಸಲಿದ್ದಾರೆ. bbox=[28, 159, 192, 217]
